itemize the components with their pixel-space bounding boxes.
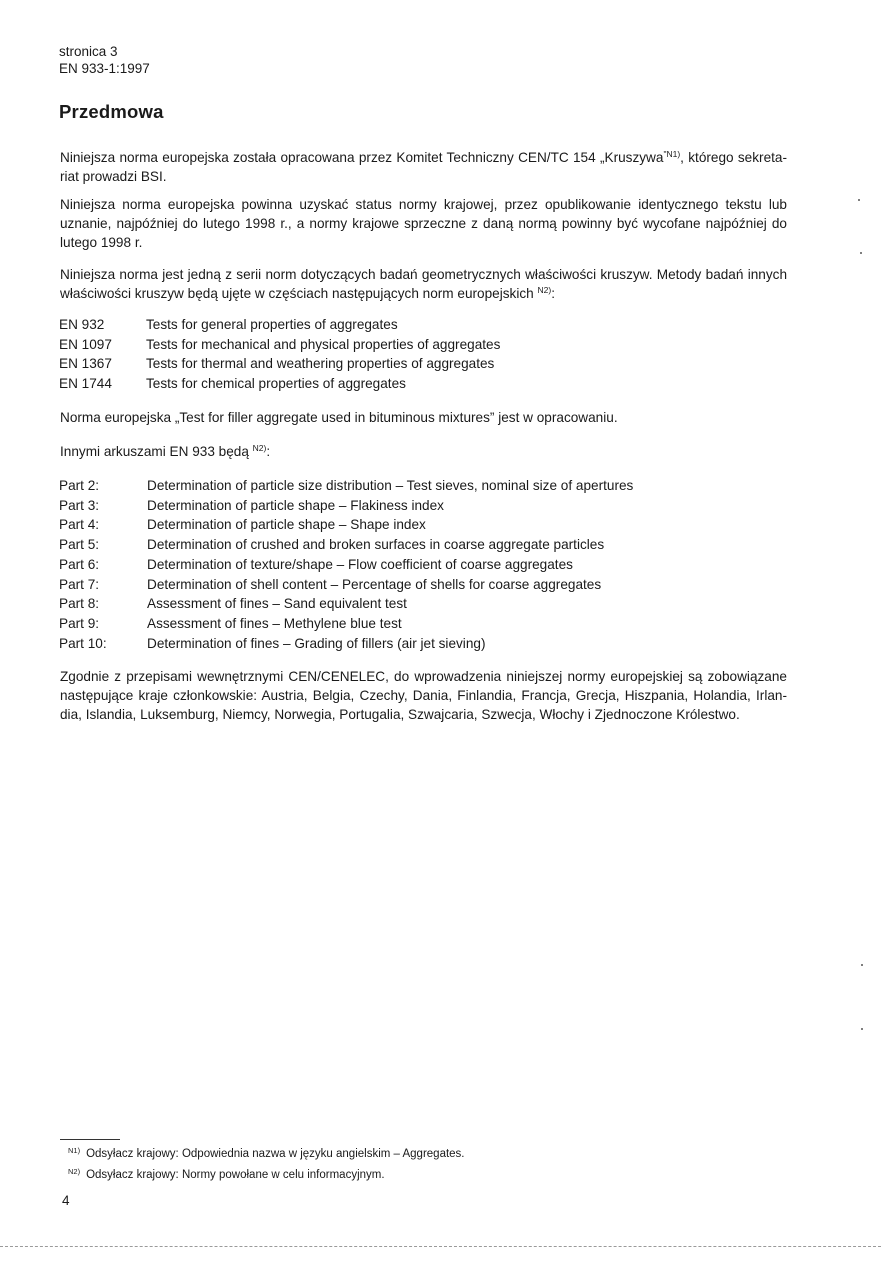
list-item <box>59 476 633 496</box>
paragraph-3-tail: : <box>551 286 555 301</box>
paragraph-3 <box>60 265 787 303</box>
parts-list <box>59 476 633 653</box>
part-title: Determination of particle size distribution – Test sieves, nominal size of apertures <box>147 478 634 493</box>
standard-title: Tests for general properties of aggregates <box>146 317 398 332</box>
list-item <box>59 614 633 634</box>
footnote-n2 <box>68 1163 465 1184</box>
footnote-ref-n2: N2) <box>537 285 552 295</box>
part-code: Part 2: <box>59 478 100 493</box>
footnote-text: Odsyłacz krajowy: Normy powołane w celu informacyjnym. <box>86 1169 385 1181</box>
paragraph-1-tail: , którego sekreta-riat prowadzi BSI. <box>60 150 787 184</box>
part-code: Part 6: <box>59 556 100 572</box>
list-item <box>59 374 500 394</box>
paragraph-4: Norma europejska „Test for filler aggregate used in bituminous mixtures” jest w opracowaniu. <box>60 410 618 425</box>
part-code: Part 4: <box>59 517 100 533</box>
standards-list <box>59 315 500 394</box>
part-title: Determination of particle shape – Flakiness index <box>147 497 444 513</box>
scan-speck <box>858 199 860 201</box>
part-code: Part 7: <box>59 576 100 592</box>
part-title: Determination of fines – Grading of fillers (air jet sieving) <box>147 635 486 651</box>
scan-speck <box>861 964 863 966</box>
standard-title: Tests for mechanical and physical properties of aggregates <box>146 336 501 352</box>
part-code: Part 9: <box>59 615 100 631</box>
list-item <box>59 335 500 355</box>
footnote-ref-n2: N2) <box>252 443 267 453</box>
paragraph-5-tail: : <box>266 444 271 459</box>
standard-code: EN 1744 <box>59 376 112 392</box>
part-code: Part 3: <box>59 497 100 513</box>
part-title: Assessment of fines – Methylene blue test <box>147 615 402 631</box>
footnote-mark: N1) <box>68 1146 81 1155</box>
part-code: Part 8: <box>59 596 100 612</box>
standard-title: Tests for thermal and weathering properties of aggregates <box>146 356 495 372</box>
list-item <box>59 354 500 374</box>
list-item <box>59 496 633 516</box>
paragraph-5 <box>60 442 787 461</box>
page-number: 4 <box>62 1193 70 1208</box>
part-title: Determination of particle shape – Shape index <box>147 517 426 533</box>
page-label: stronica 3 <box>59 44 118 59</box>
footnote-mark: N2) <box>68 1167 81 1176</box>
standard-code: EN 1367 <box>59 356 112 372</box>
footnote-ref-n1: "N1) <box>663 149 681 159</box>
standard-code: EN 932 <box>59 317 105 332</box>
part-title: Assessment of fines – Sand equivalent test <box>147 596 407 612</box>
part-code: Part 10: <box>59 635 107 651</box>
list-item <box>59 555 633 575</box>
footnotes <box>68 1142 465 1184</box>
scan-edge-line <box>0 1246 881 1247</box>
standard-title: Tests for chemical properties of aggregates <box>146 376 406 392</box>
page-header <box>59 43 150 77</box>
paragraph-6: Zgodnie z przepisami wewnętrznymi CEN/CENELEC, do wprowadzenia niniejszej normy europejskiej są zobowiązane następujące kraje członkowskie: Austria, Belgia, Czechy, Dania, Finlandia, Francja, Grecja, Hiszpania, Holandia, Irlan-dia, Islandia, Luksemburg, Niemcy, Norwegia, Portugalia, Szwajcaria, Szwecja, Włochy i Zjednoczone Królestwo. <box>60 669 787 722</box>
paragraph-1-text: Niniejsza norma europejska została opracowana przez Komitet Techniczny CEN/TC 154 „Kruszywa <box>60 150 664 165</box>
list-item <box>59 594 633 614</box>
part-title: Determination of texture/shape – Flow coefficient of coarse aggregates <box>147 556 573 572</box>
scan-speck <box>861 1028 863 1030</box>
list-item <box>59 575 633 595</box>
list-item <box>59 634 633 654</box>
list-item <box>59 515 633 535</box>
part-title: Determination of crushed and broken surfaces in coarse aggregate particles <box>147 537 605 553</box>
list-item <box>59 315 500 335</box>
paragraph-2: Niniejsza norma europejska powinna uzyskać status normy krajowej, przez opublikowanie identycznego tekstu lub uznanie, najpóźniej do lutego 1998 r., a normy krajowe sprzeczne z daną normą powinny być wycofane najpóźniej do lutego 1998 r. <box>60 197 787 250</box>
part-code: Part 5: <box>59 537 100 553</box>
page-title: Przedmowa <box>59 101 164 122</box>
standard-code: EN 1097 <box>59 336 112 352</box>
part-title: Determination of shell content – Percentage of shells for coarse aggregates <box>147 576 602 592</box>
footnote-n1 <box>68 1142 465 1163</box>
footnote-divider <box>60 1139 120 1140</box>
paragraph-5-text: Innymi arkuszami EN 933 będą <box>60 444 253 459</box>
standard-id: EN 933-1:1997 <box>59 61 150 76</box>
scan-speck <box>860 252 862 254</box>
paragraph-1 <box>60 148 787 186</box>
list-item <box>59 535 633 555</box>
footnote-text: Odsyłacz krajowy: Odpowiednia nazwa w języku angielskim – Aggregates. <box>86 1148 465 1160</box>
paragraph-3-text: Niniejsza norma jest jedną z serii norm dotyczących badań geometrycznych właściwości kruszyw. Metody badań innych właściwości kruszyw będą ujęte w częściach następujących norm europejskich <box>60 267 787 301</box>
